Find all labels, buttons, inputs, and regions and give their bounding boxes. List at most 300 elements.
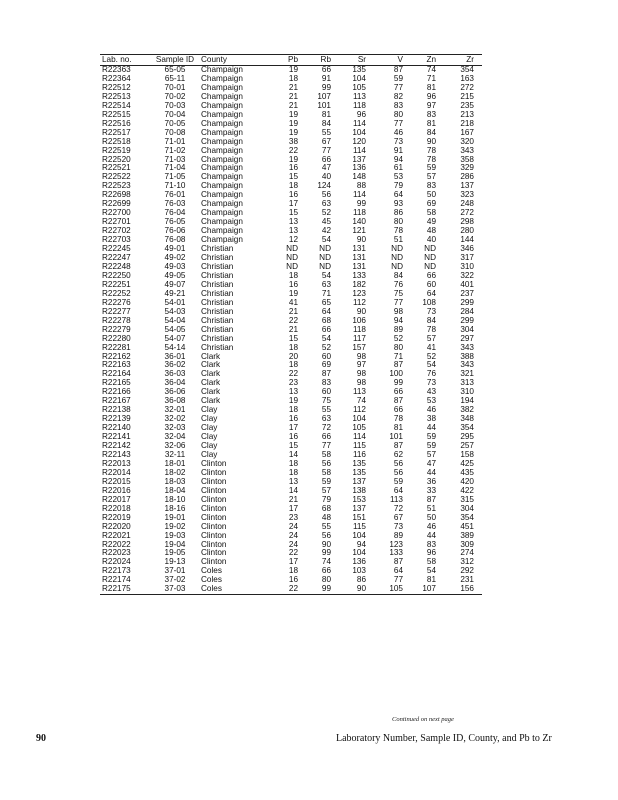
cell-county: Champaign [201, 208, 243, 218]
cell-zn: 78 [426, 145, 436, 155]
cell-pb: 23 [288, 378, 298, 388]
cell-v: 71 [393, 351, 403, 361]
cell-v: 100 [389, 369, 403, 379]
cell-rb: 79 [321, 494, 331, 504]
cell-rb: 66 [321, 154, 331, 164]
cell-rb: 74 [321, 557, 331, 567]
cell-rb: 45 [321, 217, 331, 227]
cell-rb: 99 [321, 82, 331, 92]
cell-county: Christian [201, 324, 234, 334]
cell-zr: 354 [460, 423, 474, 433]
cell-rb: 124 [317, 181, 331, 191]
header-v: V [397, 55, 403, 64]
cell-county: Clinton [201, 494, 227, 504]
cell-zr: 215 [460, 91, 474, 101]
cell-zn: 66 [426, 270, 436, 280]
cell-zn: 83 [426, 109, 436, 119]
cell-sample-id: 54-01 [164, 297, 186, 307]
cell-zn: 47 [426, 458, 436, 468]
cell-pb: 22 [288, 548, 298, 558]
cell-pb: 21 [288, 100, 298, 110]
cell-county: Clark [201, 396, 221, 406]
cell-v: 86 [393, 208, 403, 218]
cell-pb: 38 [288, 136, 298, 146]
table-header-row [100, 55, 482, 66]
cell-county: Clark [201, 360, 221, 370]
cell-rb: 87 [321, 369, 331, 379]
cell-zn: 76 [426, 369, 436, 379]
cell-zr: 348 [460, 414, 474, 424]
cell-v: 77 [393, 118, 403, 128]
cell-v: 66 [393, 405, 403, 415]
cell-pb: 16 [288, 279, 298, 289]
cell-pb: 18 [288, 467, 298, 477]
cell-zn: 38 [426, 414, 436, 424]
cell-v: 81 [393, 423, 403, 433]
cell-lab-no: R22519 [102, 145, 131, 155]
cell-lab-no: R22252 [102, 288, 131, 298]
cell-sr: 106 [352, 315, 366, 325]
cell-lab-no: R22513 [102, 91, 131, 101]
cell-pb: 18 [288, 566, 298, 576]
cell-rb: 56 [321, 530, 331, 540]
cell-v: 64 [393, 566, 403, 576]
cell-v: 87 [393, 396, 403, 406]
cell-sample-id: 76-03 [164, 199, 186, 209]
cell-county: Clinton [201, 467, 227, 477]
cell-v: 64 [393, 190, 403, 200]
cell-pb: 15 [288, 208, 298, 218]
cell-pb: 19 [288, 118, 298, 128]
cell-pb: 15 [288, 333, 298, 343]
cell-v: 105 [389, 584, 403, 594]
cell-v: 59 [393, 73, 403, 83]
cell-lab-no: R22363 [102, 65, 131, 74]
cell-v: 56 [393, 458, 403, 468]
cell-zr: 329 [460, 163, 474, 173]
cell-zr: 257 [460, 441, 474, 451]
cell-sr: 114 [352, 432, 366, 442]
cell-lab-no: R22141 [102, 432, 131, 442]
cell-sr: 123 [352, 288, 366, 298]
cell-county: Clinton [201, 539, 227, 549]
cell-county: Clark [201, 369, 221, 379]
cell-rb: 48 [321, 512, 331, 522]
cell-county: Clinton [201, 458, 227, 468]
cell-county: Clinton [201, 548, 227, 558]
cell-county: Christian [201, 288, 234, 298]
cell-pb: 13 [288, 476, 298, 486]
cell-county: Christian [201, 253, 234, 263]
cell-v: 77 [393, 82, 403, 92]
cell-sample-id: 32-06 [164, 441, 186, 451]
cell-county: Clinton [201, 530, 227, 540]
cell-rb: 81 [321, 109, 331, 119]
cell-sample-id: 70-08 [164, 127, 186, 137]
cell-zr: 237 [460, 288, 474, 298]
cell-sr: 114 [352, 118, 366, 128]
cell-lab-no: R22279 [102, 324, 131, 334]
cell-zr: 323 [460, 190, 474, 200]
data-table [100, 54, 482, 595]
cell-zn: 46 [426, 521, 436, 531]
cell-lab-no: R22517 [102, 127, 131, 137]
header-pb: Pb [287, 55, 298, 64]
cell-zr: 343 [460, 342, 474, 352]
cell-rb: 57 [321, 485, 331, 495]
cell-zn: 50 [426, 190, 436, 200]
cell-sr: 157 [352, 342, 366, 352]
cell-rb: ND [319, 244, 331, 254]
cell-sr: 112 [352, 405, 366, 415]
cell-zn: 97 [426, 100, 436, 110]
cell-zr: 284 [460, 306, 474, 316]
cell-rb: 90 [321, 539, 331, 549]
cell-pb: 21 [288, 82, 298, 92]
cell-sr: 120 [352, 136, 366, 146]
cell-county: Clay [201, 423, 218, 433]
cell-zr: 297 [460, 333, 474, 343]
cell-pb: 17 [288, 423, 298, 433]
cell-sr: 118 [352, 324, 366, 334]
cell-zr: 163 [460, 73, 474, 83]
cell-v: 66 [393, 387, 403, 397]
cell-sr: 151 [352, 512, 366, 522]
cell-lab-no: R22276 [102, 297, 131, 307]
cell-pb: 18 [288, 458, 298, 468]
cell-zr: 420 [460, 476, 474, 486]
cell-zr: 272 [460, 208, 474, 218]
cell-v: 99 [393, 378, 403, 388]
cell-zr: 292 [460, 566, 474, 576]
cell-rb: 68 [321, 503, 331, 513]
cell-rb: 84 [321, 118, 331, 128]
cell-rb: 63 [321, 414, 331, 424]
cell-zn: 44 [426, 530, 436, 540]
cell-zn: 50 [426, 512, 436, 522]
cell-sr: 115 [352, 441, 366, 451]
cell-pb: 19 [288, 396, 298, 406]
cell-sample-id: 49-02 [164, 253, 186, 263]
cell-zn: 36 [426, 476, 436, 486]
cell-zn: 49 [426, 217, 436, 227]
cell-pb: 15 [288, 441, 298, 451]
cell-rb: 66 [321, 65, 331, 74]
cell-lab-no: R22248 [102, 261, 131, 271]
cell-zr: 299 [460, 315, 474, 325]
cell-zr: 248 [460, 199, 474, 209]
cell-rb: 65 [321, 297, 331, 307]
cell-lab-no: R22520 [102, 154, 131, 164]
cell-rb: 83 [321, 378, 331, 388]
cell-lab-no: R22247 [102, 253, 131, 263]
cell-zr: 315 [460, 494, 474, 504]
cell-v: 76 [393, 279, 403, 289]
cell-sample-id: 54-14 [164, 342, 186, 352]
cell-lab-no: R22016 [102, 485, 131, 495]
cell-pb: 12 [288, 235, 298, 245]
cell-lab-no: R22020 [102, 521, 131, 531]
cell-v: 61 [393, 163, 403, 173]
cell-pb: 13 [288, 217, 298, 227]
cell-county: Christian [201, 297, 234, 307]
cell-v: 123 [389, 539, 403, 549]
cell-county: Clay [201, 414, 218, 424]
cell-pb: ND [286, 253, 298, 263]
cell-v: 89 [393, 324, 403, 334]
cell-lab-no: R22699 [102, 199, 131, 209]
cell-sample-id: 37-01 [164, 566, 186, 576]
cell-zn: 59 [426, 432, 436, 442]
cell-pb: 18 [288, 270, 298, 280]
cell-rb: 59 [321, 476, 331, 486]
cell-zr: 425 [460, 458, 474, 468]
cell-pb: 20 [288, 351, 298, 361]
cell-sample-id: 65-05 [164, 65, 186, 74]
cell-sr: 97 [356, 360, 366, 370]
cell-pb: 19 [288, 65, 298, 74]
cell-pb: 19 [288, 288, 298, 298]
cell-pb: 18 [288, 181, 298, 191]
cell-rb: 47 [321, 163, 331, 173]
cell-v: 51 [393, 235, 403, 245]
cell-zr: 401 [460, 279, 474, 289]
cell-zr: 295 [460, 432, 474, 442]
data-table-container [100, 54, 482, 595]
cell-v: 91 [393, 145, 403, 155]
cell-sample-id: 18-10 [164, 494, 186, 504]
cell-zr: 317 [460, 253, 474, 263]
cell-zn: 48 [426, 226, 436, 236]
cell-county: Christian [201, 333, 234, 343]
cell-zr: 320 [460, 136, 474, 146]
cell-v: 67 [393, 512, 403, 522]
cell-lab-no: R22245 [102, 244, 131, 254]
cell-zn: 90 [426, 136, 436, 146]
cell-rb: 42 [321, 226, 331, 236]
cell-county: Coles [201, 575, 222, 585]
cell-sr: 131 [352, 261, 366, 271]
cell-sample-id: 71-05 [164, 172, 186, 182]
cell-sr: 116 [352, 449, 366, 459]
cell-zn: 58 [426, 208, 436, 218]
cell-sample-id: 36-06 [164, 387, 186, 397]
cell-zr: 422 [460, 485, 474, 495]
cell-rb: 40 [321, 172, 331, 182]
cell-v: 83 [393, 100, 403, 110]
cell-sr: 104 [352, 73, 366, 83]
cell-zn: ND [424, 253, 436, 263]
cell-sample-id: 49-05 [164, 270, 186, 280]
cell-zr: 310 [460, 387, 474, 397]
cell-pb: 24 [288, 521, 298, 531]
cell-zn: 54 [426, 360, 436, 370]
cell-zr: 274 [460, 548, 474, 558]
cell-pb: 14 [288, 449, 298, 459]
cell-zn: 59 [426, 163, 436, 173]
cell-lab-no: R22015 [102, 476, 131, 486]
cell-sr: 104 [352, 530, 366, 540]
cell-zr: 298 [460, 217, 474, 227]
cell-lab-no: R22250 [102, 270, 131, 280]
cell-zr: 231 [460, 575, 474, 585]
cell-county: Christian [201, 306, 234, 316]
cell-sr: 117 [352, 333, 366, 343]
cell-lab-no: R22014 [102, 467, 131, 477]
cell-zn: 69 [426, 199, 436, 209]
header-zr: Zr [466, 55, 474, 64]
cell-sample-id: 19-13 [164, 557, 186, 567]
cell-zr: 304 [460, 324, 474, 334]
cell-zn: 96 [426, 91, 436, 101]
cell-rb: 60 [321, 351, 331, 361]
cell-v: 59 [393, 476, 403, 486]
cell-sr: 136 [352, 163, 366, 173]
cell-zn: 41 [426, 342, 436, 352]
cell-v: 94 [393, 154, 403, 164]
cell-sr: 135 [352, 65, 366, 74]
cell-zn: 81 [426, 82, 436, 92]
cell-county: Clinton [201, 485, 227, 495]
running-title: Laboratory Number, Sample ID, County, and Pb to Zr [336, 733, 552, 744]
cell-rb: 101 [317, 100, 331, 110]
cell-lab-no: R22019 [102, 512, 131, 522]
cell-v: 80 [393, 109, 403, 119]
cell-rb: 67 [321, 136, 331, 146]
cell-pb: 23 [288, 512, 298, 522]
cell-zn: 64 [426, 288, 436, 298]
cell-county: Christian [201, 244, 234, 254]
cell-rb: 58 [321, 449, 331, 459]
cell-zr: 144 [460, 235, 474, 245]
cell-sr: 113 [352, 91, 366, 101]
cell-zn: 84 [426, 315, 436, 325]
cell-zn: 87 [426, 494, 436, 504]
cell-lab-no: R22139 [102, 414, 131, 424]
cell-rb: 54 [321, 235, 331, 245]
cell-sr: 131 [352, 244, 366, 254]
cell-rb: 77 [321, 145, 331, 155]
cell-sample-id: 49-21 [164, 288, 186, 298]
cell-zn: 57 [426, 333, 436, 343]
cell-v: 101 [389, 432, 403, 442]
cell-county: Champaign [201, 235, 243, 245]
cell-sample-id: 71-10 [164, 181, 186, 191]
cell-zr: 343 [460, 360, 474, 370]
cell-pb: 21 [288, 324, 298, 334]
cell-rb: 56 [321, 190, 331, 200]
cell-sr: 118 [352, 208, 366, 218]
cell-county: Christian [201, 315, 234, 325]
cell-sr: 98 [356, 378, 366, 388]
cell-zr: 235 [460, 100, 474, 110]
cell-county: Clinton [201, 557, 227, 567]
cell-zr: 346 [460, 244, 474, 254]
cell-lab-no: R22700 [102, 208, 131, 218]
cell-county: Champaign [201, 91, 243, 101]
cell-zn: 71 [426, 73, 436, 83]
table-row [100, 585, 482, 594]
header-sr: Sr [357, 55, 366, 64]
cell-v: 52 [393, 333, 403, 343]
cell-lab-no: R22278 [102, 315, 131, 325]
cell-rb: 77 [321, 441, 331, 451]
cell-pb: 22 [288, 369, 298, 379]
cell-lab-no: R22163 [102, 360, 131, 370]
cell-zr: 343 [460, 145, 474, 155]
cell-sample-id: 32-11 [164, 449, 186, 459]
cell-zn: 43 [426, 387, 436, 397]
cell-lab-no: R22167 [102, 396, 131, 406]
cell-v: 56 [393, 467, 403, 477]
cell-sample-id: 18-01 [164, 458, 186, 468]
cell-zn: 108 [422, 297, 436, 307]
cell-lab-no: R22140 [102, 423, 131, 433]
cell-v: 94 [393, 315, 403, 325]
cell-sample-id: 19-05 [164, 548, 186, 558]
cell-zn: 84 [426, 127, 436, 137]
cell-rb: 64 [321, 306, 331, 316]
cell-sample-id: 76-01 [164, 190, 186, 200]
cell-sample-id: 54-04 [164, 315, 186, 325]
cell-county: Christian [201, 261, 234, 271]
cell-zr: 322 [460, 270, 474, 280]
cell-county: Champaign [201, 226, 243, 236]
cell-sample-id: 76-05 [164, 217, 186, 227]
cell-sr: 105 [352, 82, 366, 92]
cell-zn: 60 [426, 279, 436, 289]
cell-lab-no: R22143 [102, 449, 131, 459]
cell-v: 77 [393, 575, 403, 585]
cell-rb: 99 [321, 548, 331, 558]
cell-sr: 104 [352, 414, 366, 424]
cell-zn: 52 [426, 351, 436, 361]
cell-zr: 304 [460, 503, 474, 513]
cell-sample-id: 71-02 [164, 145, 186, 155]
cell-sr: 136 [352, 557, 366, 567]
cell-county: Champaign [201, 154, 243, 164]
cell-zn: ND [424, 244, 436, 254]
cell-sr: 114 [352, 145, 366, 155]
cell-county: Clinton [201, 476, 227, 486]
cell-sr: 112 [352, 297, 366, 307]
cell-v: 64 [393, 485, 403, 495]
cell-rb: 55 [321, 405, 331, 415]
cell-rb: 72 [321, 423, 331, 433]
cell-zr: 435 [460, 467, 474, 477]
cell-sample-id: 19-04 [164, 539, 186, 549]
cell-sample-id: 32-01 [164, 405, 186, 415]
cell-v: 77 [393, 297, 403, 307]
cell-pb: 21 [288, 494, 298, 504]
cell-v: 62 [393, 449, 403, 459]
cell-rb: 60 [321, 387, 331, 397]
cell-pb: 16 [288, 163, 298, 173]
cell-v: 98 [393, 306, 403, 316]
cell-county: Champaign [201, 190, 243, 200]
cell-pb: 16 [288, 432, 298, 442]
cell-sample-id: 70-03 [164, 100, 186, 110]
cell-county: Champaign [201, 145, 243, 155]
cell-v: 79 [393, 181, 403, 191]
cell-lab-no: R22022 [102, 539, 131, 549]
cell-sr: 135 [352, 458, 366, 468]
table-body [100, 66, 482, 595]
cell-sr: 121 [352, 226, 366, 236]
cell-sr: 137 [352, 503, 366, 513]
cell-county: Champaign [201, 109, 243, 119]
cell-pb: 17 [288, 199, 298, 209]
